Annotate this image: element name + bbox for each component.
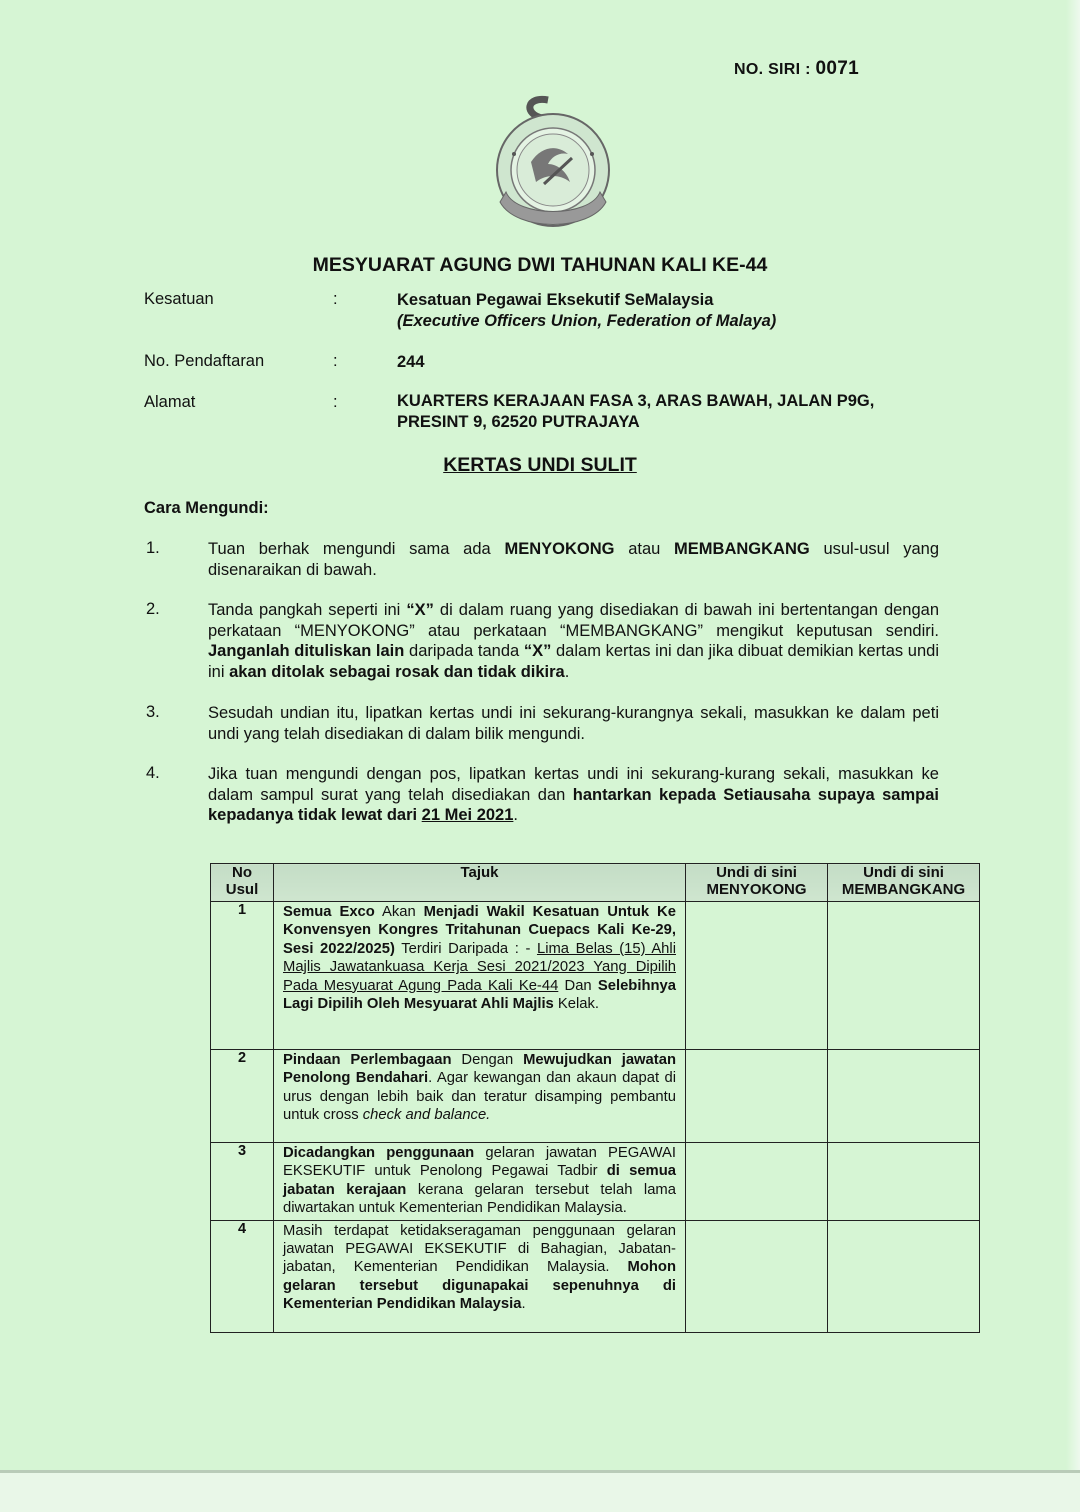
registration-colon: :	[333, 352, 338, 370]
union-label: Kesatuan	[144, 290, 214, 308]
text-segment: .	[513, 806, 518, 824]
voting-table	[210, 863, 980, 1333]
text-segment: .	[564, 662, 570, 681]
address-value	[397, 391, 874, 433]
vote-box-membangkang[interactable]	[828, 1143, 980, 1221]
union-name-english: (Executive Officers Union, Federation of Malaya)	[397, 312, 777, 330]
address-colon: :	[333, 393, 338, 411]
vote-box-menyokong[interactable]	[686, 1050, 828, 1143]
serial-value: 0071	[815, 58, 859, 79]
text-segment: Kelak.	[553, 996, 600, 1013]
text-segment: Menjadi Wakil Kesatuan Untuk Ke Konvensyen Kongres Tritahunan Cuepacs Kali Ke-29, Sesi 2022/2025)	[283, 904, 676, 957]
union-emblem-icon	[486, 92, 620, 242]
text-segment: Janganlah dituliskan lain	[208, 642, 405, 660]
text-segment: check and balance.	[362, 1107, 491, 1124]
serial-label: NO. SIRI :	[734, 61, 811, 78]
instruction-text	[208, 539, 939, 580]
text-segment: Dengan	[451, 1052, 524, 1068]
instructions-heading: Cara Mengundi:	[144, 499, 269, 517]
motion-number: 4	[211, 1220, 274, 1332]
registration-value: 244	[397, 353, 425, 371]
instruction-number: 4.	[146, 764, 160, 782]
instruction-text	[208, 764, 939, 826]
vote-box-menyokong[interactable]	[686, 902, 828, 1050]
vote-box-membangkang[interactable]	[828, 1050, 980, 1143]
table-row	[211, 1050, 980, 1143]
vote-box-menyokong[interactable]	[686, 1143, 828, 1221]
text-segment: Dan	[558, 977, 598, 994]
instruction-number: 3.	[146, 703, 160, 721]
text-segment: Akan	[374, 904, 424, 920]
motion-text	[274, 1220, 686, 1332]
table-row	[211, 1143, 980, 1221]
text-segment: MEMBANGKANG	[674, 540, 810, 558]
header-no-usul: No Usul	[211, 864, 274, 902]
instruction-number: 2.	[146, 600, 160, 618]
text-segment: daripada tanda	[404, 642, 524, 660]
text-segment: Semua Exco	[283, 904, 375, 920]
text-segment: usul-usul yang disenaraikan di bawah.	[208, 540, 939, 579]
text-segment: atau	[614, 540, 675, 558]
ballot-title: KERTAS UNDI SULIT	[443, 454, 637, 476]
text-segment: gelaran jawatan PEGAWAI EKSEKUTIF untuk Penolong Pegawai Tadbir	[283, 1145, 676, 1180]
text-segment: Selebihnya Lagi Dipilih Oleh Mesyuarat Ahli Majlis	[283, 977, 676, 1013]
union-value	[397, 290, 776, 332]
union-name: Kesatuan Pegawai Eksekutif SeMalaysia	[397, 291, 714, 309]
table-row	[211, 1220, 980, 1332]
text-segment: kerana gelaran tersebut telah lama diwartakan untuk Kementerian Pendidikan Malaysia.	[283, 1181, 676, 1217]
text-segment: . Agar kewangan dan akaun dapat di urus dengan lebih baik dan teratur disamping pembantu untuk cross	[283, 1070, 677, 1124]
text-segment: .	[521, 1296, 526, 1313]
text-segment: Mewujudkan jawatan Penolong Bendahari	[283, 1052, 676, 1087]
text-segment: Sesudah undian itu, lipatkan kertas undi ini sekurang-kurangnya sekali, masukkan ke dalam peti undi yang telah disediakan di dalam bilik mengundi.	[208, 704, 939, 743]
text-segment: Masih terdapat ketidakseragaman penggunaan gelaran jawatan PEGAWAI EKSEKUTIF di Bahagian, Jabatan-jabatan, Kementerian Pendidikan Malaysia.	[283, 1222, 676, 1276]
address-line-2: PRESINT 9, 62520 PUTRAJAYA	[397, 413, 640, 431]
table-header-row	[211, 864, 980, 902]
text-segment: “X”	[523, 642, 552, 660]
header-membangkang: Undi di sini MEMBANGKANG	[828, 864, 980, 902]
text-segment: Terdiri Daripada : -	[394, 940, 537, 957]
text-segment: dalam kertas ini dan jika dibuat demikian kertas undi ini	[208, 642, 939, 681]
page-edge	[1066, 0, 1080, 1509]
text-segment: Tuan berhak mengundi sama ada	[208, 540, 505, 558]
text-segment: akan ditolak sebagai rosak dan tidak dikira	[229, 662, 565, 681]
text-segment: 21 Mei 2021	[421, 806, 514, 824]
vote-box-menyokong[interactable]	[686, 1220, 828, 1332]
table-row	[211, 902, 980, 1050]
text-segment: Jika tuan mengundi dengan pos, lipatkan kertas undi ini sekurang-kurang sekali, masukkan ke dalam sampul surat yang telah disediakan dan	[208, 765, 939, 804]
motion-text	[274, 1050, 686, 1143]
header-menyokong: Undi di sini MENYOKONG	[686, 864, 828, 902]
instruction-text	[208, 703, 939, 744]
page-title: MESYUARAT AGUNG DWI TAHUNAN KALI KE-44	[312, 254, 768, 276]
text-segment: Dicadangkan penggunaan	[283, 1145, 475, 1161]
text-segment: MENYOKONG	[504, 540, 615, 558]
scan-bottom-edge	[0, 1470, 1080, 1512]
serial-number	[734, 58, 859, 80]
text-segment: Mohon gelaran tersebut digunapakai sepenuhnya di Kementerian Pendidikan Malaysia	[283, 1259, 676, 1313]
instruction-text	[208, 600, 939, 682]
text-segment: Pindaan Perlembagaan	[283, 1052, 452, 1068]
motion-number: 3	[211, 1143, 274, 1221]
text-segment: “X”	[406, 601, 434, 619]
motion-text	[274, 902, 686, 1050]
instruction-number: 1.	[146, 539, 160, 557]
registration-label: No. Pendaftaran	[144, 352, 265, 370]
text-segment: Lima Belas (15) Ahli Majlis Jawatankuasa Kerja Sesi 2021/2023 Yang Dipilih Pada Mesyuarat Agung Pada Kali Ke-44	[283, 940, 676, 994]
union-colon: :	[333, 290, 338, 308]
text-segment: di dalam ruang yang disediakan di bawah ini bertentangan dengan perkataan “MENYOKONG” atau perkataan “MEMBANGKANG” mengikut keputusan sendiri.	[208, 601, 939, 640]
motion-number: 2	[211, 1050, 274, 1143]
vote-box-membangkang[interactable]	[828, 902, 980, 1050]
motion-text	[274, 1143, 686, 1221]
text-segment: hantarkan kepada Setiausaha supaya sampai kepadanya tidak lewat dari	[208, 785, 939, 824]
vote-box-membangkang[interactable]	[828, 1220, 980, 1332]
address-line-1: KUARTERS KERAJAAN FASA 3, ARAS BAWAH, JALAN P9G,	[397, 392, 875, 410]
text-segment: Tanda pangkah seperti ini	[208, 601, 407, 619]
motion-number: 1	[211, 902, 274, 1050]
text-segment: di semua jabatan kerajaan	[283, 1163, 676, 1198]
header-tajuk: Tajuk	[274, 864, 686, 902]
address-label: Alamat	[144, 393, 196, 411]
